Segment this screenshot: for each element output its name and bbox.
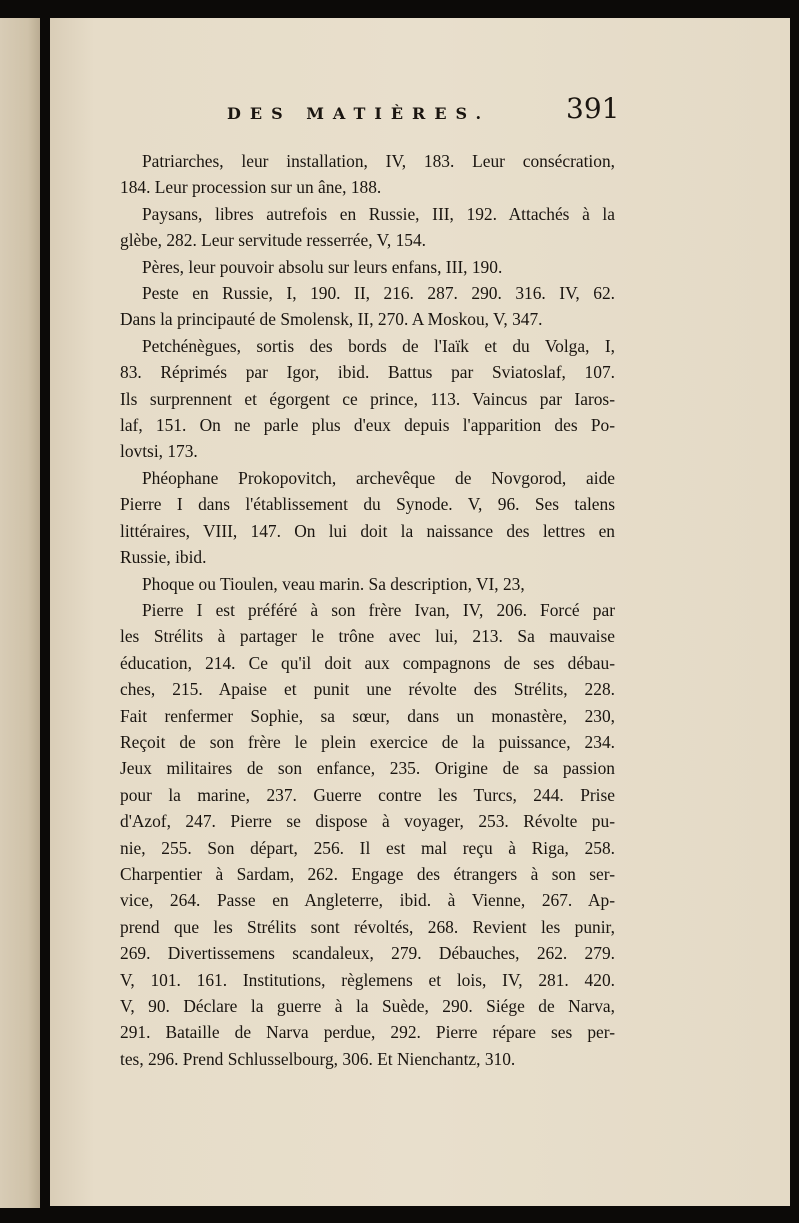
index-text xyxy=(120,148,615,1072)
text-line: Phéophane Prokopovitch, archevêque de Novgorod, aide xyxy=(142,467,615,488)
text-line: Petchénègues, sortis des bords de l'Iaïk et du Volga, I, xyxy=(142,335,615,356)
text-line: les Strélits à partager le trône avec lui, 213. Sa mauvaise xyxy=(120,626,615,647)
text-line: Reçoit de son frère le plein exercice de la puissance, 234. xyxy=(120,731,615,752)
text-line: pour la marine, 237. Guerre contre les Turcs, 244. Prise xyxy=(120,784,615,805)
text-line: littéraires, VIII, 147. On lui doit la naissance des lettres en xyxy=(120,520,615,541)
facing-page-edge xyxy=(0,18,40,1208)
index-entry xyxy=(120,333,615,465)
text-line: Russie, ibid. xyxy=(120,547,207,568)
text-line: tes, 296. Prend Schlusselbourg, 306. Et Nienchantz, 310. xyxy=(120,1048,516,1069)
text-line: 269. Divertissemens scandaleux, 279. Débauches, 262. 279. xyxy=(120,943,615,964)
text-line: Pierre I dans l'établissement du Synode. V, 96. Ses talens xyxy=(120,494,615,515)
text-line: 291. Bataille de Narva perdue, 292. Pierre répare ses per- xyxy=(120,1022,615,1043)
text-line: Phoque ou Tioulen, veau marin. Sa description, VI, 23, xyxy=(142,573,525,594)
index-entry xyxy=(120,597,615,1072)
page-number: 391 xyxy=(566,92,620,125)
text-line: Peste en Russie, I, 190. II, 216. 287. 290. 316. IV, 62. xyxy=(142,283,615,304)
text-line: d'Azof, 247. Pierre se dispose à voyager, 253. Révolte pu- xyxy=(120,811,615,832)
text-line: Pierre I est préféré à son frère Ivan, IV, 206. Forcé par xyxy=(142,599,615,620)
index-entry xyxy=(120,148,615,201)
text-line: prend que les Strélits sont révoltés, 268. Revient les punir, xyxy=(120,916,615,937)
text-line: V, 90. Déclare la guerre à la Suède, 290. Siége de Narva, xyxy=(120,996,615,1016)
text-line: Ils surprennent et égorgent ce prince, 113. Vaincus par Iaros- xyxy=(120,388,615,409)
text-line: Patriarches, leur installation, IV, 183. Leur consécration, xyxy=(142,151,615,171)
running-header: DES MATIÈRES. xyxy=(227,104,491,123)
text-line: Pères, leur pouvoir absolu sur leurs enfans, III, 190. xyxy=(142,256,503,277)
text-line: ches, 215. Apaise et punit une révolte des Strélits, 228. xyxy=(120,679,615,700)
text-line: nie, 255. Son départ, 256. Il est mal reçu à Riga, 258. xyxy=(120,837,615,858)
text-line: Fait renfermer Sophie, sa sœur, dans un monastère, 230, xyxy=(120,705,615,726)
text-line: Paysans, libres autrefois en Russie, III, 192. Attachés à la xyxy=(142,203,615,224)
book-page xyxy=(50,18,790,1206)
index-entry xyxy=(120,254,615,280)
text-line: V, 101. 161. Institutions, règlemens et lois, IV, 281. 420. xyxy=(120,969,615,990)
text-line: Dans la principauté de Smolensk, II, 270. A Moskou, V, 347. xyxy=(120,309,543,330)
text-line: glèbe, 282. Leur servitude resserrée, V, 154. xyxy=(120,230,427,251)
text-line: 83. Réprimés par Igor, ibid. Battus par Sviatoslaf, 107. xyxy=(120,362,615,383)
index-entry xyxy=(120,465,615,571)
text-line: éducation, 214. Ce qu'il doit aux compagnons de ses débau- xyxy=(120,652,615,673)
index-entry xyxy=(120,571,615,597)
text-line: laf, 151. On ne parle plus d'eux depuis l'apparition des Po- xyxy=(120,415,615,436)
index-entry xyxy=(120,280,615,333)
text-line: Jeux militaires de son enfance, 235. Origine de sa passion xyxy=(120,758,615,779)
text-line: lovtsi, 173. xyxy=(120,441,198,462)
text-line: Charpentier à Sardam, 262. Engage des étrangers à son ser- xyxy=(120,863,615,884)
text-line: vice, 264. Passe en Angleterre, ibid. à Vienne, 267. Ap- xyxy=(120,890,615,911)
text-line: 184. Leur procession sur un âne, 188. xyxy=(120,177,382,198)
index-entry xyxy=(120,201,615,254)
